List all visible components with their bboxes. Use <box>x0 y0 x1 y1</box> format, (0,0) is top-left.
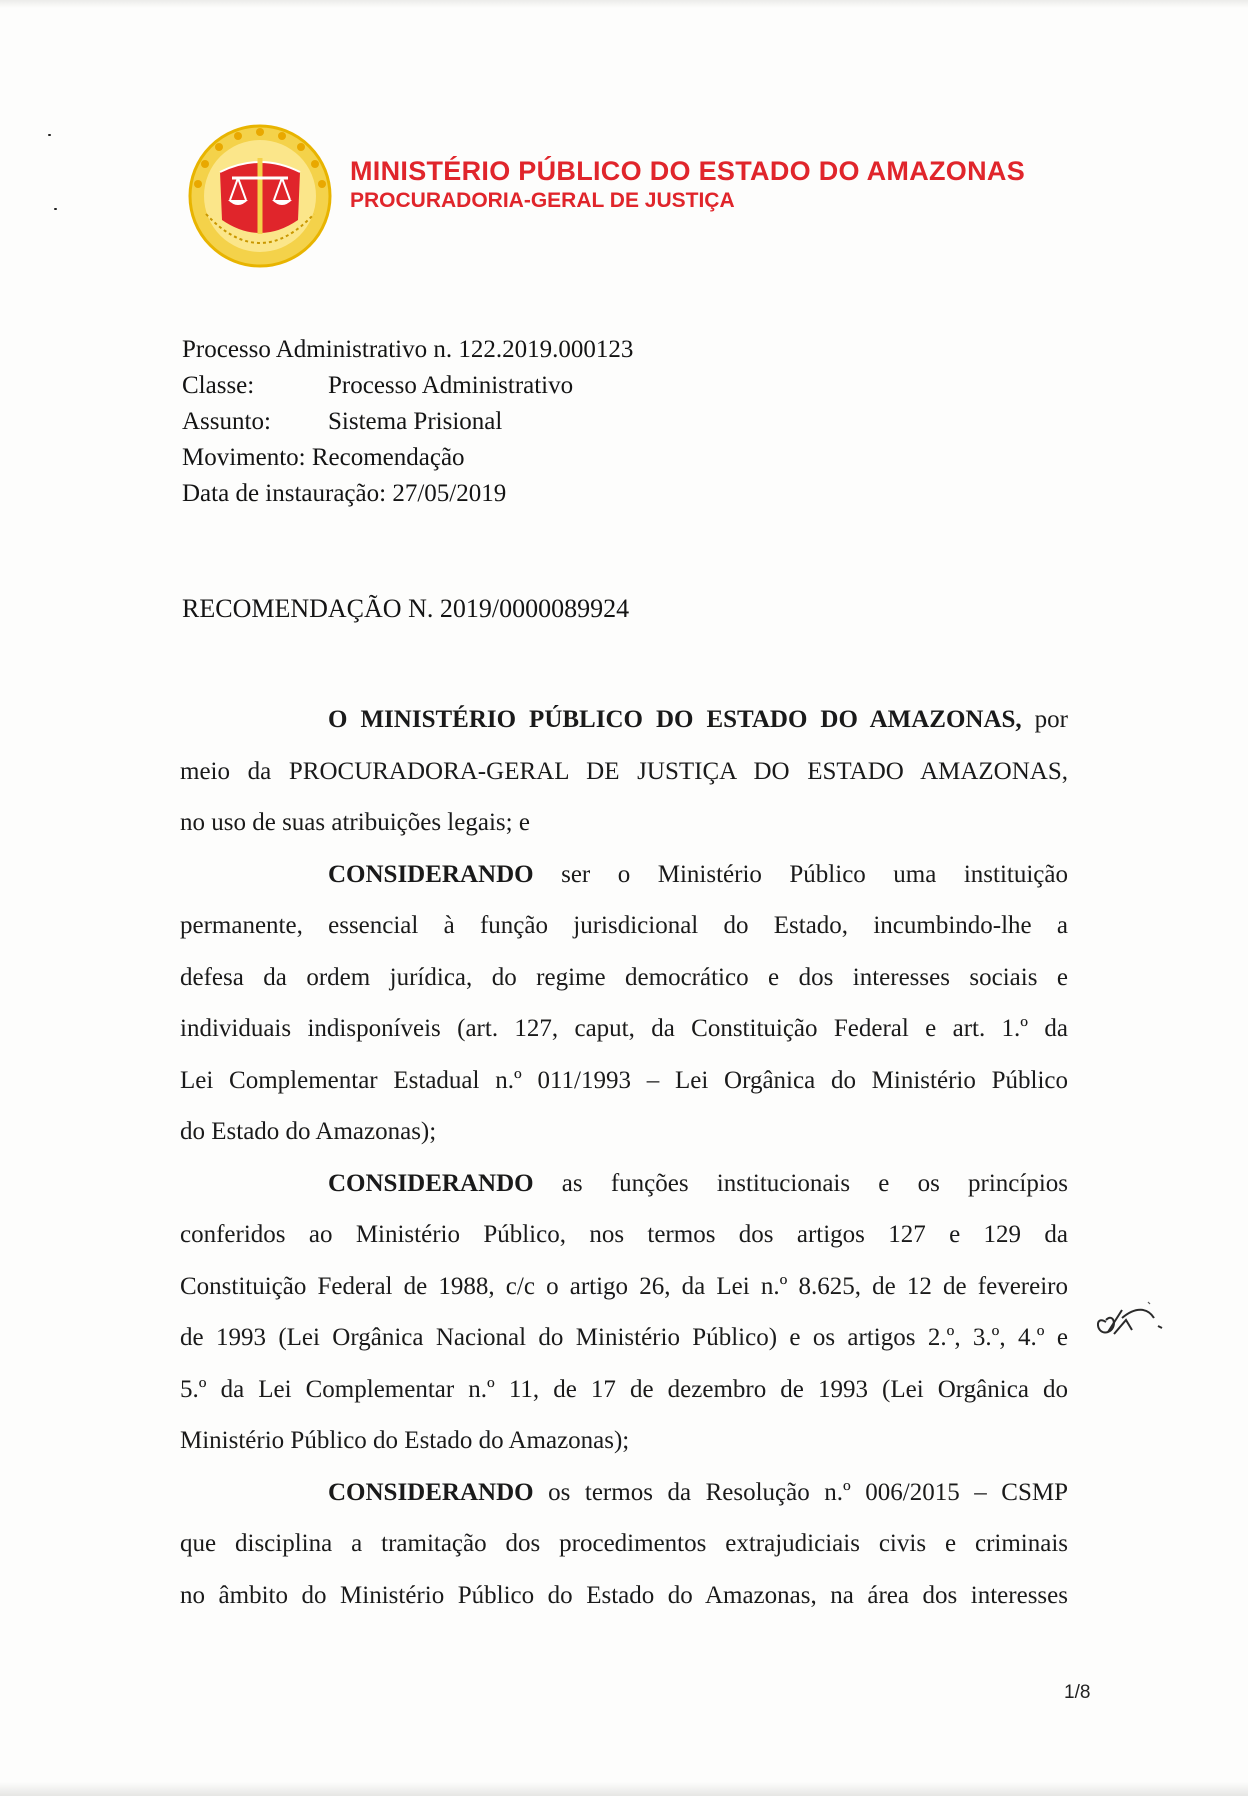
considerando-heading: CONSIDERANDO <box>328 1478 534 1506</box>
org-subtitle: PROCURADORIA-GERAL DE JUSTIÇA <box>350 189 735 212</box>
assunto-label: Assunto: <box>182 408 271 435</box>
classe-value: Processo Administrativo <box>328 372 574 399</box>
body-line: Lei Complementar Estadual n.º 011/1993 – Lei Orgânica do Ministério Público <box>180 1066 1068 1094</box>
body-line: no âmbito do Ministério Público do Estado do Amazonas, na área dos interesses <box>180 1581 1068 1609</box>
body-line: defesa da ordem jurídica, do regime democrático e dos interesses sociais e <box>180 963 1068 991</box>
body-line: que disciplina a tramitação dos procedimentos extrajudiciais civis e criminais <box>180 1530 1068 1557</box>
classe-row <box>182 368 633 404</box>
body-line: 5.º da Lei Complementar n.º 11, de 17 de dezembro de 1993 (Lei Orgânica do <box>180 1375 1068 1403</box>
body-text: os termos da Resolução n.º 006/2015 – CSMP <box>548 1478 1068 1506</box>
scan-speck <box>48 134 51 136</box>
body-line: meio da PROCURADORA-GERAL DE JUSTIÇA DO ESTADO AMAZONAS, <box>180 757 1068 785</box>
process-metadata <box>182 332 633 512</box>
recommendation-title: RECOMENDAÇÃO N. 2019/0000089924 <box>182 594 630 623</box>
body-text: por <box>1034 706 1068 733</box>
movimento-label: Movimento: <box>182 444 306 471</box>
body-line <box>180 1158 1068 1210</box>
data-instauracao: Data de instauração: 27/05/2019 <box>182 480 507 507</box>
body-line: permanente, essencial à função jurisdicional do Estado, incumbindo-lhe a <box>180 912 1068 939</box>
body-line: Ministério Público do Estado do Amazonas); <box>180 1427 630 1454</box>
process-number: Processo Administrativo n. 122.2019.000123 <box>182 336 634 363</box>
document-body <box>180 694 1068 1621</box>
scales-of-justice-seal-icon <box>186 122 334 270</box>
scan-top-shadow <box>0 0 1248 8</box>
body-line: no uso de suas atribuições legais; e <box>180 809 530 836</box>
movimento-value: Recomendação <box>311 444 465 471</box>
assunto-row <box>182 404 633 440</box>
body-line: individuais indisponíveis (art. 127, caput, da Constituição Federal e art. 1.º da <box>180 1015 1068 1042</box>
scan-bottom-shadow <box>0 1782 1248 1796</box>
assunto-value: Sistema Prisional <box>328 408 503 435</box>
body-text: as funções institucionais e os princípios <box>561 1169 1068 1197</box>
body-line: conferidos ao Ministério Público, nos termos dos artigos 127 e 129 da <box>180 1221 1068 1248</box>
movimento-row <box>182 440 633 476</box>
header-org <box>350 156 1025 213</box>
org-bold-name: O MINISTÉRIO PÚBLICO DO ESTADO DO AMAZONAS, <box>328 706 1022 733</box>
body-line: Constituição Federal de 1988, c/c o artigo 26, da Lei n.º 8.625, de 12 de fevereiro <box>180 1272 1068 1300</box>
handwritten-initials-signature <box>1092 1300 1168 1346</box>
body-line <box>180 694 1068 746</box>
body-line <box>180 1467 1068 1519</box>
classe-label: Classe: <box>182 372 255 399</box>
scan-speck <box>54 208 57 210</box>
considerando-heading: CONSIDERANDO <box>328 1169 534 1197</box>
org-name: MINISTÉRIO PÚBLICO DO ESTADO DO AMAZONAS <box>350 156 1026 186</box>
page-number: 1/8 <box>1064 1682 1091 1703</box>
body-line: do Estado do Amazonas); <box>180 1118 437 1145</box>
body-line <box>180 849 1068 901</box>
considerando-heading: CONSIDERANDO <box>328 860 534 888</box>
body-text: ser o Ministério Público uma instituição <box>561 860 1068 888</box>
body-line: de 1993 (Lei Orgânica Nacional do Ministério Público) e os artigos 2.º, 3.º, 4.º e <box>180 1324 1068 1351</box>
